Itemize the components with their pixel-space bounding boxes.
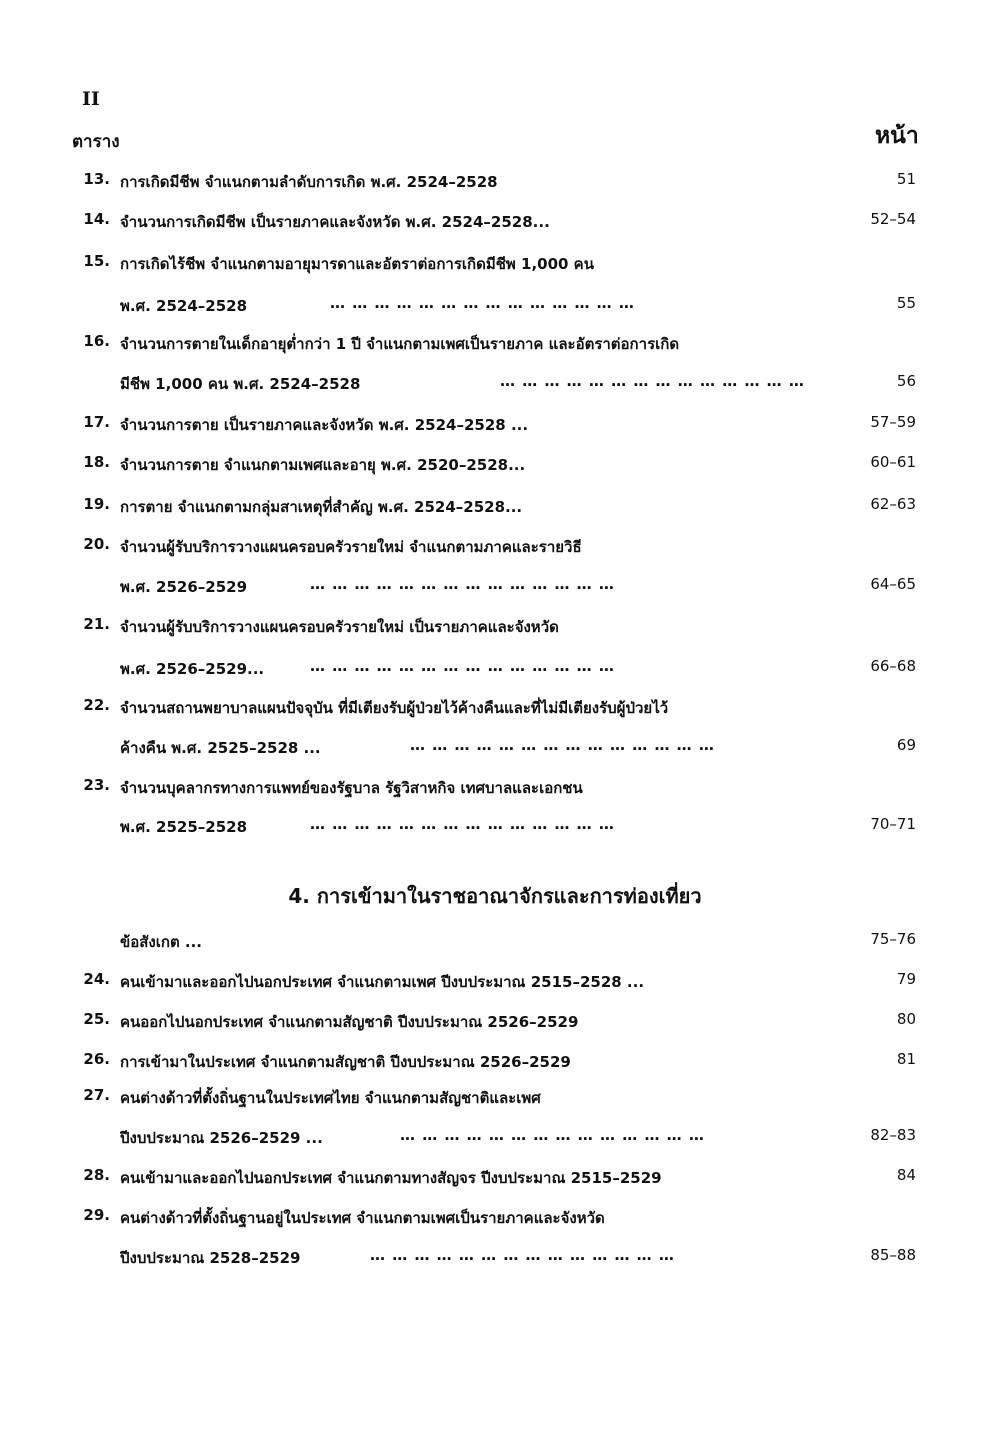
toc-entry-number: 26. <box>83 1050 110 1068</box>
toc-entry-text: การเกิดมีชีพ จำแนกตามลำดับการเกิด พ.ศ. 2524–2528 <box>120 173 498 191</box>
toc-entry-number: 21. <box>83 615 110 633</box>
toc-entry[interactable] <box>70 535 920 565</box>
toc-entry[interactable] <box>70 1166 920 1196</box>
toc-entry-number: 20. <box>83 535 110 553</box>
toc-leader-dots: … … … … … … … … … … … … … … <box>410 736 715 754</box>
toc-leader-dots: … … … … … … … … … … … … … … <box>310 657 615 675</box>
toc-entry-number: 24. <box>83 970 110 988</box>
toc-entry-text: จำนวนสถานพยาบาลแผนปัจจุบัน ที่มีเตียงรับผู้ป่วยไว้ค้างคืนและที่ไม่มีเตียงรับผู้ป่วยไว้ <box>120 699 669 717</box>
toc-page-number: 51 <box>896 170 916 188</box>
toc-entry-text: คนออกไปนอกประเทศ จำแนกตามสัญชาติ ปีงบประมาณ 2526–2529 <box>120 1013 579 1031</box>
toc-entry-text: จำนวนบุคลากรทางการแพทย์ของรัฐบาล รัฐวิสาหกิจ เทศบาลและเอกชน <box>120 779 583 797</box>
toc-entry-number: 25. <box>83 1010 110 1028</box>
toc-page-number: 70–71 <box>870 815 916 833</box>
toc-entry-text: จำนวนการตายในเด็กอายุต่ำกว่า 1 ปี จำแนกตามเพศเป็นรายภาค และอัตราต่อการเกิด <box>120 335 680 353</box>
toc-entry-number: 18. <box>83 453 110 471</box>
toc-entry[interactable] <box>70 776 920 806</box>
toc-entry-text-continued: พ.ศ. 2526–2529 <box>120 578 248 596</box>
toc-entry-number: 19. <box>83 495 110 513</box>
toc-entry-continuation[interactable] <box>70 815 920 845</box>
toc-entry-text: จำนวนการเกิดมีชีพ เป็นรายภาคและจังหวัด พ.ศ. 2524–2528... <box>120 213 550 231</box>
toc-entry-continuation[interactable] <box>70 1246 920 1276</box>
toc-entry-number: 28. <box>83 1166 110 1184</box>
toc-entry[interactable] <box>70 615 920 645</box>
toc-entry-text: คนต่างด้าวที่ตั้งถิ่นฐานอยู่ในประเทศ จำแนกตามเพศเป็นรายภาคและจังหวัด <box>120 1209 605 1227</box>
toc-entry[interactable] <box>70 252 920 282</box>
toc-entry-text: การตาย จำแนกตามกลุ่มสาเหตุที่สำคัญ พ.ศ. 2524–2528... <box>120 498 523 516</box>
toc-entry-continuation[interactable] <box>70 1126 920 1156</box>
toc-entry[interactable] <box>70 1050 920 1080</box>
toc-entry-text: จำนวนการตาย เป็นรายภาคและจังหวัด พ.ศ. 2524–2528 ... <box>120 416 529 434</box>
toc-page-number: 85–88 <box>870 1246 916 1264</box>
toc-page-number: 81 <box>896 1050 916 1068</box>
toc-page-number: 80 <box>896 1010 916 1028</box>
toc-entry-continuation[interactable] <box>70 575 920 605</box>
toc-entry-continuation[interactable] <box>70 294 920 324</box>
section-heading: 4. การเข้ามาในราชอาณาจักรและการท่องเที่ยว <box>288 884 702 908</box>
toc-entry-text: การเกิดไร้ชีพ จำแนกตามอายุมารดาและอัตราต่อการเกิดมีชีพ 1,000 คน <box>120 255 594 273</box>
column-header-page: หน้า <box>875 123 919 149</box>
toc-entry[interactable] <box>70 970 920 1000</box>
toc-entry-text-continued: พ.ศ. 2525–2528 <box>120 818 248 836</box>
toc-leader-dots: … … … … … … … … … … … … … … <box>310 815 615 833</box>
toc-entry[interactable] <box>70 170 920 200</box>
toc-entry-text-continued: พ.ศ. 2526–2529... <box>120 660 265 678</box>
toc-leader-dots: … … … … … … … … … … … … … … <box>330 294 635 312</box>
toc-entry[interactable] <box>70 332 920 362</box>
toc-entry-number: 16. <box>83 332 110 350</box>
toc-entry-continuation[interactable] <box>70 372 920 402</box>
toc-entry-continuation[interactable] <box>70 657 920 687</box>
toc-page-number: 55 <box>896 294 916 312</box>
toc-page-number: 79 <box>896 970 916 988</box>
toc-entry-text: คนเข้ามาและออกไปนอกประเทศ จำแนกตามเพศ ปีงบประมาณ 2515–2528 ... <box>120 973 645 991</box>
column-header-tables: ตาราง <box>72 132 120 152</box>
toc-entry-continuation[interactable] <box>70 736 920 766</box>
toc-entry-text-continued: ค้างคืน พ.ศ. 2525–2528 ... <box>120 739 321 757</box>
toc-entry-number: 22. <box>83 696 110 714</box>
toc-page-number: 84 <box>896 1166 916 1184</box>
toc-page-number: 82–83 <box>870 1126 916 1144</box>
toc-entry-text-continued: มีชีพ 1,000 คน พ.ศ. 2524–2528 <box>120 375 361 393</box>
toc-page-number: 56 <box>896 372 916 390</box>
toc-entry[interactable] <box>70 1206 920 1236</box>
toc-page-number: 62–63 <box>870 495 916 513</box>
toc-entry[interactable] <box>70 453 920 483</box>
toc-leader-dots: … … … … … … … … … … … … … … <box>370 1246 675 1264</box>
toc-entry-text: ข้อสังเกต ... <box>120 933 203 951</box>
toc-entry[interactable] <box>70 696 920 726</box>
toc-entry-text: คนเข้ามาและออกไปนอกประเทศ จำแนกตามทางสัญจร ปีงบประมาณ 2515–2529 <box>120 1169 662 1187</box>
toc-page-number: 64–65 <box>870 575 916 593</box>
toc-leader-dots: … … … … … … … … … … … … … … <box>500 372 805 390</box>
toc-entry-text-continued: ปีงบประมาณ 2526–2529 ... <box>120 1129 323 1147</box>
toc-entry-number: 27. <box>83 1086 110 1104</box>
toc-entry[interactable] <box>70 1010 920 1040</box>
toc-entry-text: คนต่างด้าวที่ตั้งถิ่นฐานในประเทศไทย จำแนกตามสัญชาติและเพศ <box>120 1089 541 1107</box>
toc-entry-number: 15. <box>83 252 110 270</box>
toc-entry[interactable] <box>70 495 920 525</box>
toc-entry[interactable] <box>70 413 920 443</box>
toc-page-number: 57–59 <box>870 413 916 431</box>
toc-entry-number: 13. <box>83 170 110 188</box>
toc-entry-text: จำนวนการตาย จำแนกตามเพศและอายุ พ.ศ. 2520–2528... <box>120 456 526 474</box>
toc-entry[interactable] <box>70 1086 920 1116</box>
toc-page-number: 52–54 <box>870 210 916 228</box>
toc-leader-dots: … … … … … … … … … … … … … … <box>310 575 615 593</box>
toc-entry-text: การเข้ามาในประเทศ จำแนกตามสัญชาติ ปีงบประมาณ 2526–2529 <box>120 1053 571 1071</box>
toc-leader-dots: … … … … … … … … … … … … … … <box>400 1126 705 1144</box>
toc-entry-text-continued: พ.ศ. 2524–2528 <box>120 297 248 315</box>
toc-entry-number: 17. <box>83 413 110 431</box>
toc-page-number: 75–76 <box>870 930 916 948</box>
toc-page-number: 66–68 <box>870 657 916 675</box>
toc-entry-number: 14. <box>83 210 110 228</box>
toc-entry-notes[interactable] <box>70 930 920 960</box>
toc-entry-text: จำนวนผู้รับบริการวางแผนครอบครัวรายใหม่ เป็นรายภาคและจังหวัด <box>120 618 559 636</box>
toc-page-number: 60–61 <box>870 453 916 471</box>
page-roman-numeral: II <box>82 88 100 110</box>
toc-entry-text: จำนวนผู้รับบริการวางแผนครอบครัวรายใหม่ จำแนกตามภาคและรายวิธี <box>120 538 582 556</box>
toc-entry-number: 23. <box>83 776 110 794</box>
toc-entry-number: 29. <box>83 1206 110 1224</box>
toc-entry-text-continued: ปีงบประมาณ 2528–2529 <box>120 1249 301 1267</box>
toc-entry[interactable] <box>70 210 920 240</box>
toc-page-number: 69 <box>896 736 916 754</box>
